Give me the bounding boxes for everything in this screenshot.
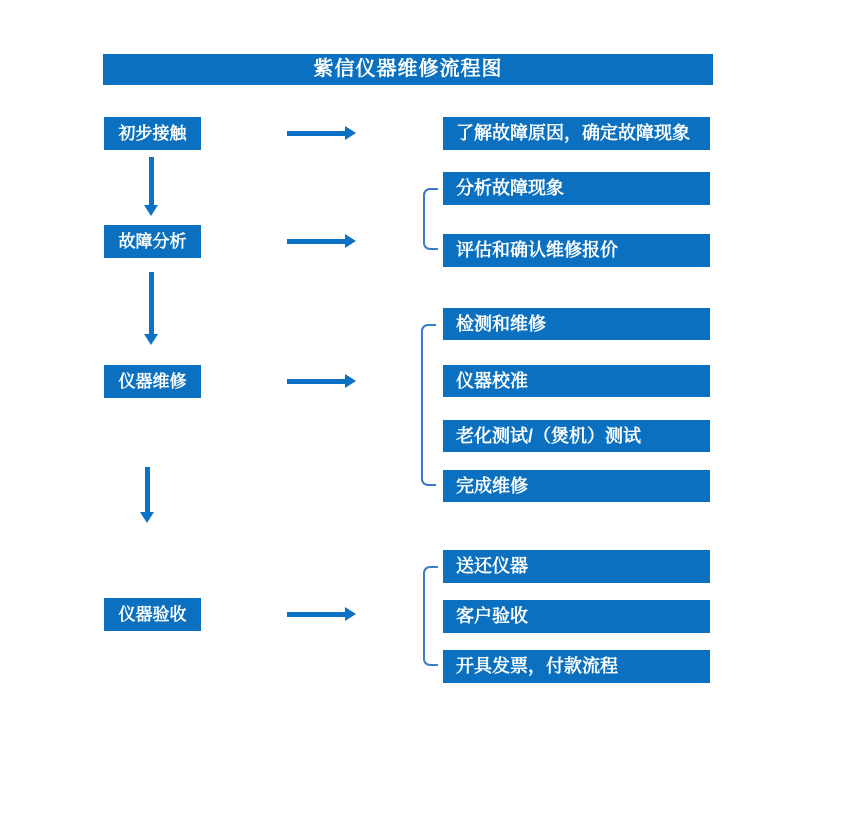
output-box-test-and-repair: 检测和维修 xyxy=(443,308,710,340)
output-box-invoice-and-payment: 开具发票，付款流程 xyxy=(443,650,710,683)
right-arrow-icon xyxy=(287,131,345,136)
group-bracket-icon xyxy=(423,188,438,250)
step-box-instrument-acceptance: 仪器验收 xyxy=(104,598,201,631)
group-bracket-icon xyxy=(421,324,436,486)
output-box-return-instrument: 送还仪器 xyxy=(443,550,710,583)
step-box-fault-analysis: 故障分析 xyxy=(104,225,201,258)
right-arrow-icon xyxy=(287,379,345,384)
down-arrow-icon xyxy=(145,467,150,512)
output-box-instrument-calibration: 仪器校准 xyxy=(443,365,710,397)
right-arrow-icon xyxy=(287,612,345,617)
flowchart-title: 紫信仪器维修流程图 xyxy=(103,54,713,85)
step-box-instrument-repair: 仪器维修 xyxy=(104,365,201,398)
output-box-analyze-fault: 分析故障现象 xyxy=(443,172,710,205)
right-arrow-icon xyxy=(287,239,345,244)
down-arrow-icon xyxy=(149,272,154,334)
output-box-aging-burn-in-test: 老化测试/（煲机）测试 xyxy=(443,420,710,452)
output-box-understand-fault-cause: 了解故障原因，确定故障现象 xyxy=(443,117,710,150)
output-box-customer-acceptance: 客户验收 xyxy=(443,600,710,633)
output-box-complete-repair: 完成维修 xyxy=(443,470,710,502)
group-bracket-icon xyxy=(423,566,438,666)
output-box-confirm-repair-quote: 评估和确认维修报价 xyxy=(443,234,710,267)
step-box-initial-contact: 初步接触 xyxy=(104,117,201,150)
down-arrow-icon xyxy=(149,157,154,205)
